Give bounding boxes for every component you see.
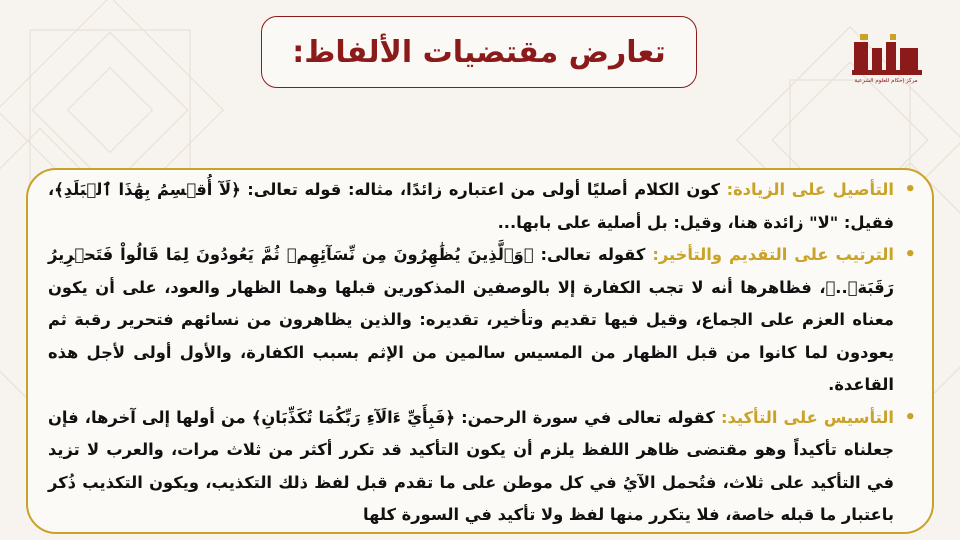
bullet-text: كقوله تعالى: ﴿وَٱلَّذِينَ يُظَٰهِرُونَ مِن نِّسَآئِهِمۡ ثُمَّ يَعُودُونَ لِمَا قَالُواْ فَتَحۡرِيرُ رَقَبَةٖ..﴾، فظاهرها أنه لا تجب الكفارة إلا بالوصفين المذكورين قبلها وهما الظهار والعود، على أن يكون معناه العزم على الجماع، وقيل فيها تقديم وتأخير، تقديره: والذين يظاهرون من نسائهم فتحرير رقبة ثم يعودون لما كانوا من قبل الظهار من المسيس سالمين من الإثم بسبب الكفارة، والأول أولى لأجل هذه القاعدة. bbox=[48, 245, 894, 394]
title-box bbox=[261, 16, 697, 88]
bullet-text: كقوله تعالى في سورة الرحمن: ﴿فَبِأَيِّ ءَالَآءِ رَبِّكُمَا تُكَذِّبَانِ﴾ من أولها إلى آخرها، فإن جعلناه تأكيداً وهو مقتضى ظاهر اللفظ يلزم أن يكون التأكيد قد تكرر أكثر من ثلاث مرات، والعرب لا تزيد في التأكيد على ثلاث، فتُحمل الآيُ في كل موطن على ما تقدم قبل لفظ ذلك التكذيب، ويكون التكذيب ذُكر باعتبار ما قبله خاصة، فلا يتكرر منها لفظ ولا تأكيد في السورة كلها bbox=[48, 407, 894, 524]
bullet-item bbox=[48, 239, 916, 402]
bullet-dot-icon: • bbox=[904, 406, 916, 428]
bullet-item bbox=[48, 402, 916, 532]
logo-subtitle: مركز إحكام للعلوم الشرعية bbox=[854, 78, 918, 84]
bullet-text: كون الكلام أصليًا أولى من اعتباره زائدًا، مثاله: قوله تعالى: ﴿لَآ أُقۡسِمُ بِهَٰذَا ٱلۡبَلَدِ﴾، فقيل: "لا" زائدة هنا، وقيل: بل أصلية على بابها... bbox=[48, 180, 894, 232]
bullet-dot-icon: • bbox=[904, 179, 916, 200]
bullet-term: الترتيب على التقديم والتأخير: bbox=[652, 245, 894, 264]
content-box bbox=[26, 168, 934, 534]
bullet-term: التأصيل على الزيادة: bbox=[726, 180, 894, 199]
bullet-item bbox=[48, 174, 916, 239]
bullet-term: التأسيس على التأكيد: bbox=[720, 407, 894, 427]
content-text bbox=[28, 170, 932, 532]
page-title: تعارض مقتضيات الألفاظ: bbox=[292, 34, 666, 70]
bullet-dot-icon: • bbox=[904, 244, 916, 265]
